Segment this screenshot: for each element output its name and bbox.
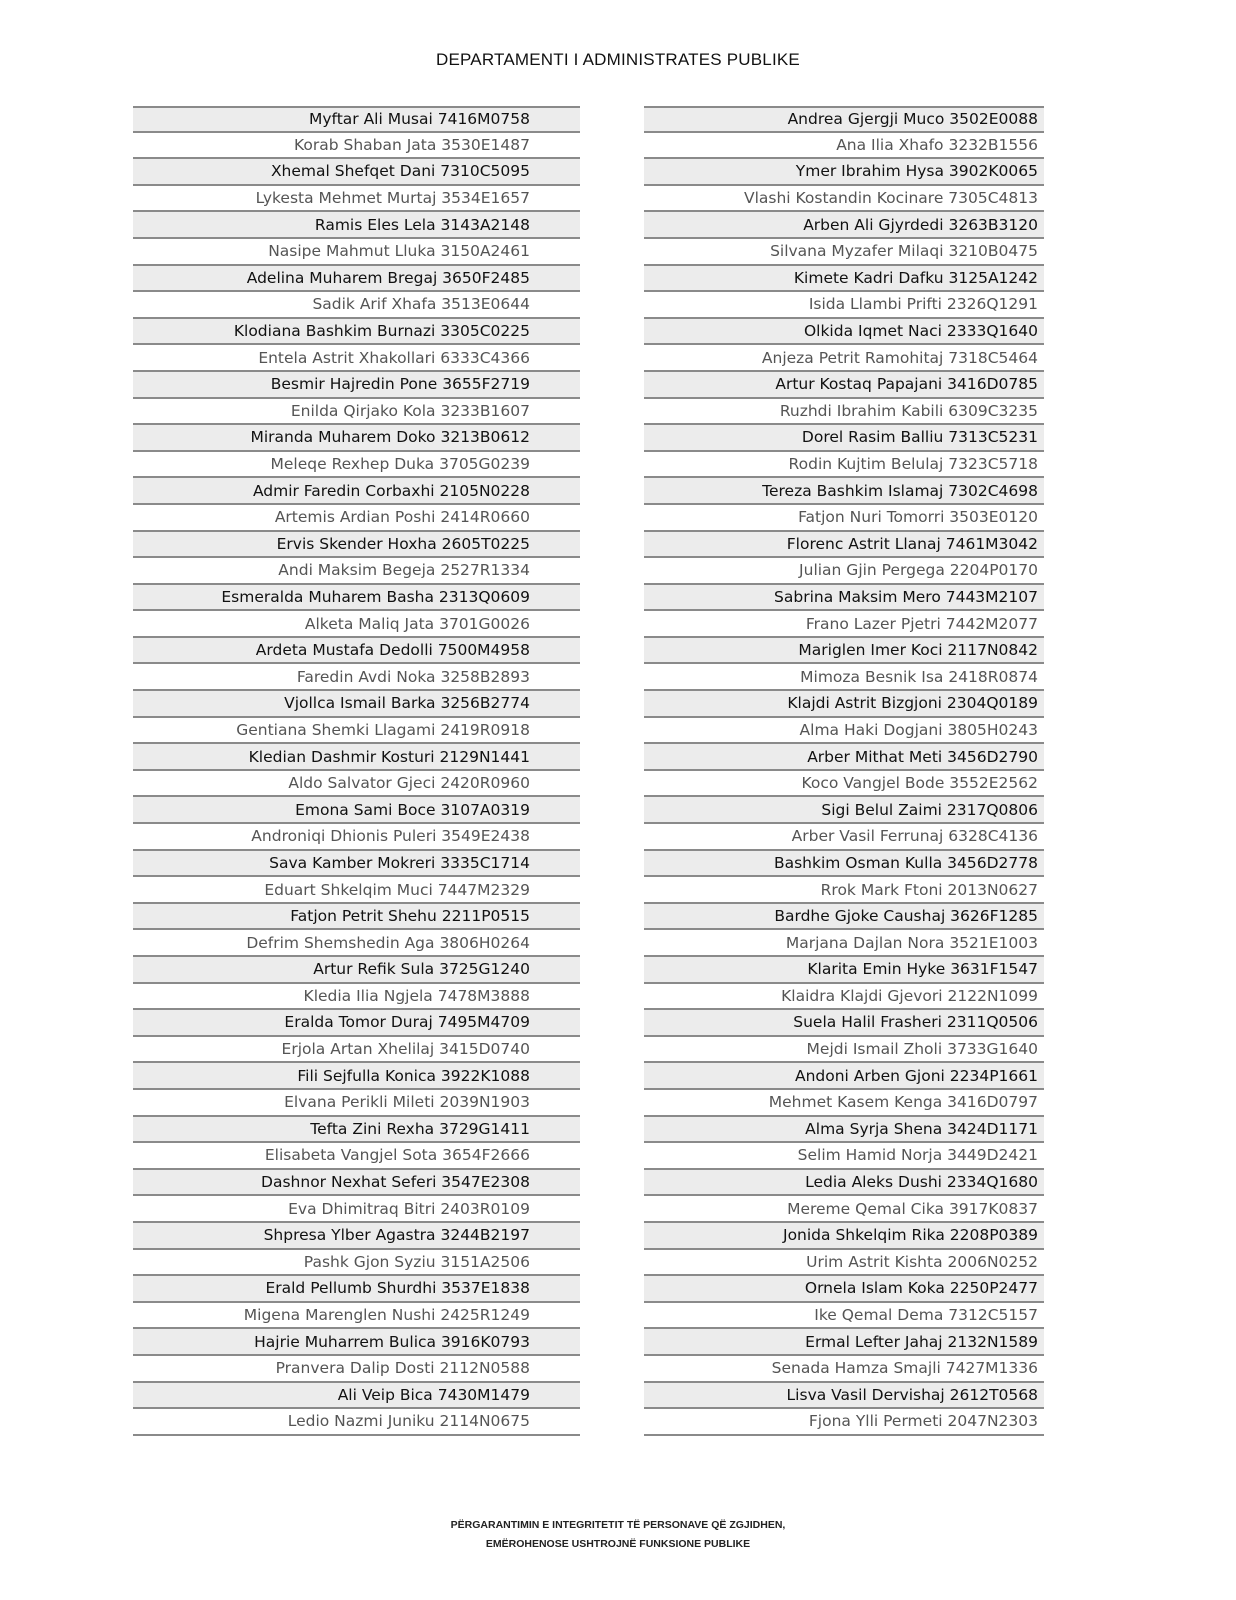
list-item: Artemis Ardian Poshi 2414R0660 (133, 505, 580, 532)
list-item: Gentiana Shemki Llagami 2419R0918 (133, 718, 580, 745)
footer-line-2: EMËROHENOSE USHTROJNË FUNKSIONE PUBLIKE (485, 1538, 751, 1550)
list-item: Vlashi Kostandin Kocinare 7305C4813 (644, 186, 1044, 213)
list-item: Nasipe Mahmut Lluka 3150A2461 (133, 239, 580, 266)
list-item: Fili Sejfulla Konica 3922K1088 (133, 1063, 580, 1090)
list-item: Ermal Lefter Jahaj 2132N1589 (644, 1329, 1044, 1356)
list-item: Olkida Iqmet Naci 2333Q1640 (644, 319, 1044, 346)
list-item: Vjollca Ismail Barka 3256B2774 (133, 691, 580, 718)
list-item: Koco Vangjel Bode 3552E2562 (644, 771, 1044, 798)
list-item: Klajdi Astrit Bizgjoni 2304Q0189 (644, 691, 1044, 718)
list-item: Emona Sami Boce 3107A0319 (133, 797, 580, 824)
list-item: Sava Kamber Mokreri 3335C1714 (133, 851, 580, 878)
list-item: Fatjon Nuri Tomorri 3503E0120 (644, 505, 1044, 532)
list-item: Bashkim Osman Kulla 3456D2778 (644, 851, 1044, 878)
list-item: Ervis Skender Hoxha 2605T0225 (133, 532, 580, 559)
list-item: Fjona Ylli Permeti 2047N2303 (644, 1409, 1044, 1436)
list-item: Mereme Qemal Cika 3917K0837 (644, 1196, 1044, 1223)
list-item: Anjeza Petrit Ramohitaj 7318C5464 (644, 345, 1044, 372)
list-item: Frano Lazer Pjetri 7442M2077 (644, 611, 1044, 638)
list-item: Andoni Arben Gjoni 2234P1661 (644, 1063, 1044, 1090)
list-item: Mejdi Ismail Zholi 3733G1640 (644, 1037, 1044, 1064)
list-item: Florenc Astrit Llanaj 7461M3042 (644, 532, 1044, 559)
list-item: Arber Vasil Ferrunaj 6328C4136 (644, 824, 1044, 851)
list-item: Ornela Islam Koka 2250P2477 (644, 1276, 1044, 1303)
list-item: Tereza Bashkim Islamaj 7302C4698 (644, 478, 1044, 505)
list-item: Faredin Avdi Noka 3258B2893 (133, 664, 580, 691)
page-title: DEPARTAMENTI I ADMINISTRATES PUBLIKE (436, 50, 800, 69)
list-item: Erjola Artan Xhelilaj 3415D0740 (133, 1037, 580, 1064)
list-item: Alma Haki Dogjani 3805H0243 (644, 718, 1044, 745)
list-item: Lisva Vasil Dervishaj 2612T0568 (644, 1383, 1044, 1410)
list-item: Hajrie Muharrem Bulica 3916K0793 (133, 1329, 580, 1356)
list-item: Sabrina Maksim Mero 7443M2107 (644, 585, 1044, 612)
list-item: Eva Dhimitraq Bitri 2403R0109 (133, 1196, 580, 1223)
list-item: Adelina Muharem Bregaj 3650F2485 (133, 266, 580, 293)
list-item: Arber Mithat Meti 3456D2790 (644, 744, 1044, 771)
list-item: Migena Marenglen Nushi 2425R1249 (133, 1303, 580, 1330)
footer-line-1: PËRGARANTIMIN E INTEGRITETIT TË PERSONAVE QË ZGJIDHEN, (450, 1519, 786, 1531)
list-item: Lykesta Mehmet Murtaj 3534E1657 (133, 186, 580, 213)
list-item: Rrok Mark Ftoni 2013N0627 (644, 877, 1044, 904)
list-item: Esmeralda Muharem Basha 2313Q0609 (133, 585, 580, 612)
list-item: Ledia Aleks Dushi 2334Q1680 (644, 1170, 1044, 1197)
list-item: Andi Maksim Begeja 2527R1334 (133, 558, 580, 585)
list-item: Suela Halil Frasheri 2311Q0506 (644, 1010, 1044, 1037)
list-item: Arben Ali Gjyrdedi 3263B3120 (644, 212, 1044, 239)
list-item: Ali Veip Bica 7430M1479 (133, 1383, 580, 1410)
list-item: Shpresa Ylber Agastra 3244B2197 (133, 1223, 580, 1250)
list-item: Ardeta Mustafa Dedolli 7500M4958 (133, 638, 580, 665)
list-item: Kledia Ilia Ngjela 7478M3888 (133, 984, 580, 1011)
page-footer (0, 1516, 1236, 1554)
list-item: Eralda Tomor Duraj 7495M4709 (133, 1010, 580, 1037)
list-item: Klodiana Bashkim Burnazi 3305C0225 (133, 319, 580, 346)
list-item: Elvana Perikli Mileti 2039N1903 (133, 1090, 580, 1117)
list-item: Mehmet Kasem Kenga 3416D0797 (644, 1090, 1044, 1117)
list-item: Ike Qemal Dema 7312C5157 (644, 1303, 1044, 1330)
list-item: Kimete Kadri Dafku 3125A1242 (644, 266, 1044, 293)
list-item: Dashnor Nexhat Seferi 3547E2308 (133, 1170, 580, 1197)
list-item: Besmir Hajredin Pone 3655F2719 (133, 372, 580, 399)
list-item: Artur Kostaq Papajani 3416D0785 (644, 372, 1044, 399)
list-item: Kledian Dashmir Kosturi 2129N1441 (133, 744, 580, 771)
list-item: Elisabeta Vangjel Sota 3654F2666 (133, 1143, 580, 1170)
list-item: Eduart Shkelqim Muci 7447M2329 (133, 877, 580, 904)
list-item: Senada Hamza Smajli 7427M1336 (644, 1356, 1044, 1383)
right-name-list (644, 106, 1044, 1436)
list-item: Pashk Gjon Syziu 3151A2506 (133, 1250, 580, 1277)
list-item: Dorel Rasim Balliu 7313C5231 (644, 425, 1044, 452)
list-item: Klaidra Klajdi Gjevori 2122N1099 (644, 984, 1044, 1011)
list-item: Mimoza Besnik Isa 2418R0874 (644, 664, 1044, 691)
list-item: Silvana Myzafer Milaqi 3210B0475 (644, 239, 1044, 266)
list-item: Aldo Salvator Gjeci 2420R0960 (133, 771, 580, 798)
list-item: Ruzhdi Ibrahim Kabili 6309C3235 (644, 399, 1044, 426)
list-item: Alma Syrja Shena 3424D1171 (644, 1117, 1044, 1144)
list-item: Fatjon Petrit Shehu 2211P0515 (133, 904, 580, 931)
list-item: Xhemal Shefqet Dani 7310C5095 (133, 159, 580, 186)
list-item: Myftar Ali Musai 7416M0758 (133, 106, 580, 133)
list-item: Bardhe Gjoke Caushaj 3626F1285 (644, 904, 1044, 931)
list-item: Tefta Zini Rexha 3729G1411 (133, 1117, 580, 1144)
list-item: Miranda Muharem Doko 3213B0612 (133, 425, 580, 452)
list-item: Marjana Dajlan Nora 3521E1003 (644, 930, 1044, 957)
list-item: Urim Astrit Kishta 2006N0252 (644, 1250, 1044, 1277)
list-item: Pranvera Dalip Dosti 2112N0588 (133, 1356, 580, 1383)
list-item: Jonida Shkelqim Rika 2208P0389 (644, 1223, 1044, 1250)
list-item: Meleqe Rexhep Duka 3705G0239 (133, 452, 580, 479)
list-item: Klarita Emin Hyke 3631F1547 (644, 957, 1044, 984)
list-item: Erald Pellumb Shurdhi 3537E1838 (133, 1276, 580, 1303)
list-item: Entela Astrit Xhakollari 6333C4366 (133, 345, 580, 372)
list-item: Alketa Maliq Jata 3701G0026 (133, 611, 580, 638)
list-item: Ymer Ibrahim Hysa 3902K0065 (644, 159, 1044, 186)
list-item: Isida Llambi Prifti 2326Q1291 (644, 292, 1044, 319)
list-item: Andrea Gjergji Muco 3502E0088 (644, 106, 1044, 133)
list-item: Ramis Eles Lela 3143A2148 (133, 212, 580, 239)
list-item: Sadik Arif Xhafa 3513E0644 (133, 292, 580, 319)
list-item: Defrim Shemshedin Aga 3806H0264 (133, 930, 580, 957)
list-item: Androniqi Dhionis Puleri 3549E2438 (133, 824, 580, 851)
list-item: Mariglen Imer Koci 2117N0842 (644, 638, 1044, 665)
list-item: Sigi Belul Zaimi 2317Q0806 (644, 797, 1044, 824)
list-item: Artur Refik Sula 3725G1240 (133, 957, 580, 984)
list-item: Korab Shaban Jata 3530E1487 (133, 133, 580, 160)
list-item: Ledio Nazmi Juniku 2114N0675 (133, 1409, 580, 1436)
list-item: Enilda Qirjako Kola 3233B1607 (133, 399, 580, 426)
list-item: Ana Ilia Xhafo 3232B1556 (644, 133, 1044, 160)
left-name-list (133, 106, 580, 1436)
list-item: Admir Faredin Corbaxhi 2105N0228 (133, 478, 580, 505)
list-item: Julian Gjin Pergega 2204P0170 (644, 558, 1044, 585)
list-item: Selim Hamid Norja 3449D2421 (644, 1143, 1044, 1170)
list-item: Rodin Kujtim Belulaj 7323C5718 (644, 452, 1044, 479)
